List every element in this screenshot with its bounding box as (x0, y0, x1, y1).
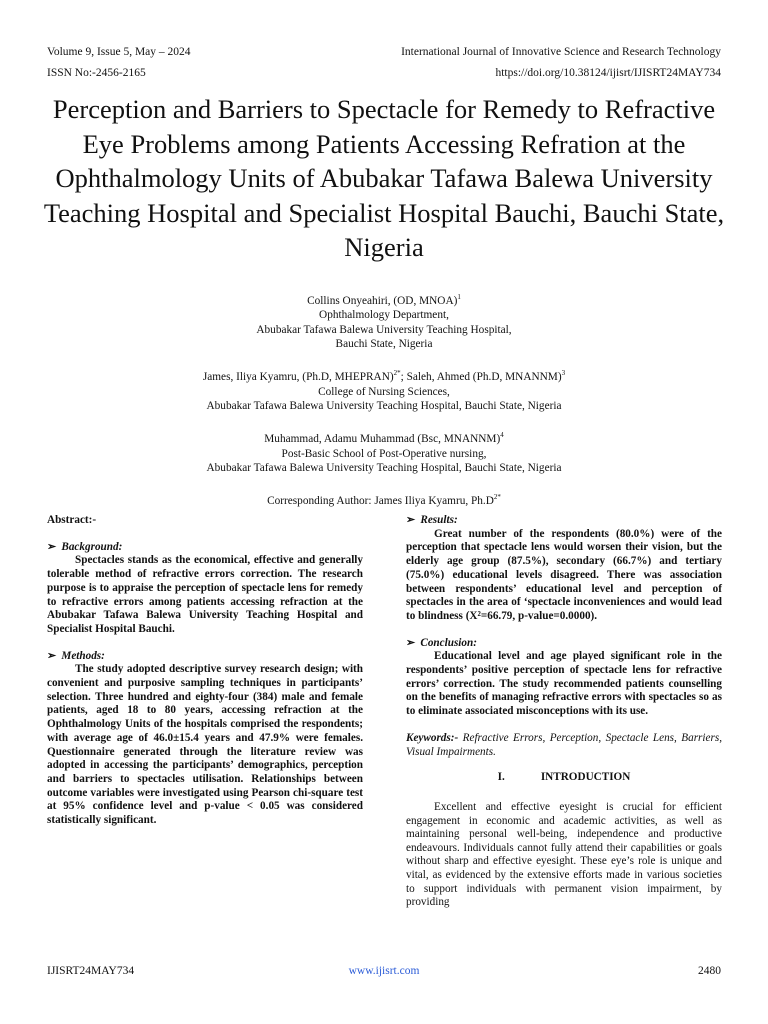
author-line (60, 366, 708, 384)
author-name: James, Iliya Kyamru, (Ph.D, MHEPRAN) (202, 371, 394, 384)
arrow-bullet-icon: ➢ (47, 649, 57, 662)
results-text: Great number of the respondents (80.0%) were of the perception that spectacle lens would worsen their vision, but the elderly age group (87.5%), secondary (66.7%) and tertiary (75.0%) educational levels disagreed. There was association between respondents’ educational level and perception of spectacles in the area of ‘spectacle inconveniences and would lead to blindness (X²=66.79, p-value=0.0000). (406, 527, 722, 622)
right-column (406, 514, 722, 910)
methods-text: The study adopted descriptive survey research design; with convenient and purposive sampling techniques in participants’ selection. Three hundred and eighty-four (384) male and female patients, aged 18 to 80 years, accessing refraction at the Ophthalmology Units of the hospitals comprised the respondents; with average age of 46.0±15.4 years and 47.9% were females. Questionnaire generated through the literature review was adopted in accessing the participants’ demographics, perception and barriers to spectacles utilisation. Relationships between outcome variables were investigated using Pearson chi-square test at 95% confidence level and p-value < 0.05 was considered statistically significant. (47, 663, 363, 827)
left-column (47, 514, 363, 828)
author-name: Collins Onyeahiri, (OD, MNOA) (307, 294, 458, 307)
author-name: Muhammad, Adamu Muhammad (Bsc, MNANNM) (264, 433, 501, 446)
conclusion-text: Educational level and age played significant role in the respondents’ positive perception of spectacle lens for refractive errors’ correction. The study recommended patients counselling on the benefits of managing refractive errors with spectacles so as to eliminate associated misconceptions with its use. (406, 650, 722, 718)
introduction-heading: I. INTRODUCTION (497, 771, 631, 784)
arrow-bullet-icon: ➢ (47, 540, 57, 553)
keywords (406, 732, 722, 759)
affiliation-line: Abubakar Tafawa Balewa University Teaching Hospital, Bauchi State, Nigeria (206, 399, 562, 412)
affiliation-line: Ophthalmology Department, (319, 309, 449, 322)
author-affiliation-mark: 3 (561, 369, 566, 378)
author-group-3 (60, 428, 708, 475)
volume-info: Volume 9, Issue 5, May – 2024 (47, 46, 191, 58)
keywords-list: Refractive Errors, Perception, Spectacle Lens, Barriers, Visual Impairments. (406, 731, 722, 758)
affiliation-line: Abubakar Tafawa Balewa University Teaching Hospital, Bauchi State, Nigeria (206, 461, 562, 474)
author-name: ; Saleh, Ahmed (Ph.D, MNANNM) (400, 371, 562, 384)
author-affiliation-mark: 4 (500, 431, 504, 440)
author-affiliation-mark: 2* (393, 369, 401, 378)
page-number: 2480 (698, 965, 721, 977)
author-line (60, 290, 708, 308)
results-heading: ➢ Results: (406, 514, 458, 526)
doi-link[interactable]: https://doi.org/10.38124/ijisrt/IJISRT24MAY734 (495, 67, 721, 79)
author-affiliation-mark: 1 (457, 293, 461, 301)
methods-heading: ➢ Methods: (47, 649, 105, 662)
author-group-2 (60, 366, 708, 413)
corresponding-author: Corresponding Author: James Iliya Kyamru, $Ph.D^{2*}$ (267, 493, 501, 508)
background-text: Spectacles stands as the economical, effective and generally tolerable method of refractive errors correction. The research purpose is to appraise the perception of spectacle lens for remedy to refractive errors among patients accessing refraction at the Abubakar Tafawa Balewa University Teaching Hospital and Specialist Hospital Bauchi. (47, 554, 363, 635)
conclusion-heading: ➢ Conclusion: (406, 636, 477, 649)
arrow-bullet-icon: ➢ (406, 636, 416, 649)
affiliation-line: College of Nursing Sciences, (318, 385, 450, 398)
affiliation-line: Bauchi State, Nigeria (335, 337, 433, 350)
author-group-1 (60, 290, 708, 351)
section-number: I. (497, 771, 505, 784)
arrow-bullet-icon: ➢ (406, 514, 416, 526)
background-heading: ➢ Background: (47, 540, 123, 553)
author-block (60, 290, 708, 524)
affiliation-line: Abubakar Tafawa Balewa University Teaching Hospital, (256, 323, 512, 336)
introduction-text: Excellent and effective eyesight is crucial for efficient engagement in economic and academic activities, as well as maintaining personal well-being, independence and productive endeavours. Individuals cannot fully attend their capabilities or goals without sharp and effective eyesight. These eye’s role is unique and vital, as evidenced by the extensive efforts made in various societies to support individuals with permanent vision impairment, by providing (406, 800, 722, 909)
keywords-label: Keywords:- (406, 731, 459, 744)
journal-website-link[interactable]: www.ijisrt.com (348, 965, 420, 977)
author-line (60, 428, 708, 446)
abstract-heading: Abstract:- (47, 514, 97, 526)
affiliation-line: Post-Basic School of Post-Operative nursing, (281, 447, 487, 460)
issn: ISSN No:-2456-2165 (47, 67, 146, 79)
paper-title: Perception and Barriers to Spectacle for Remedy to Refractive Eye Problems among Patients Accessing Refration at the Ophthalmology Units of Abubakar Tafawa Balewa University Teaching Hospital and Specialist Hospital Bauchi, Bauchi State, Nigeria (43, 94, 725, 262)
article-id: IJISRT24MAY734 (47, 965, 135, 977)
journal-name: International Journal of Innovative Science and Research Technology (401, 46, 721, 58)
